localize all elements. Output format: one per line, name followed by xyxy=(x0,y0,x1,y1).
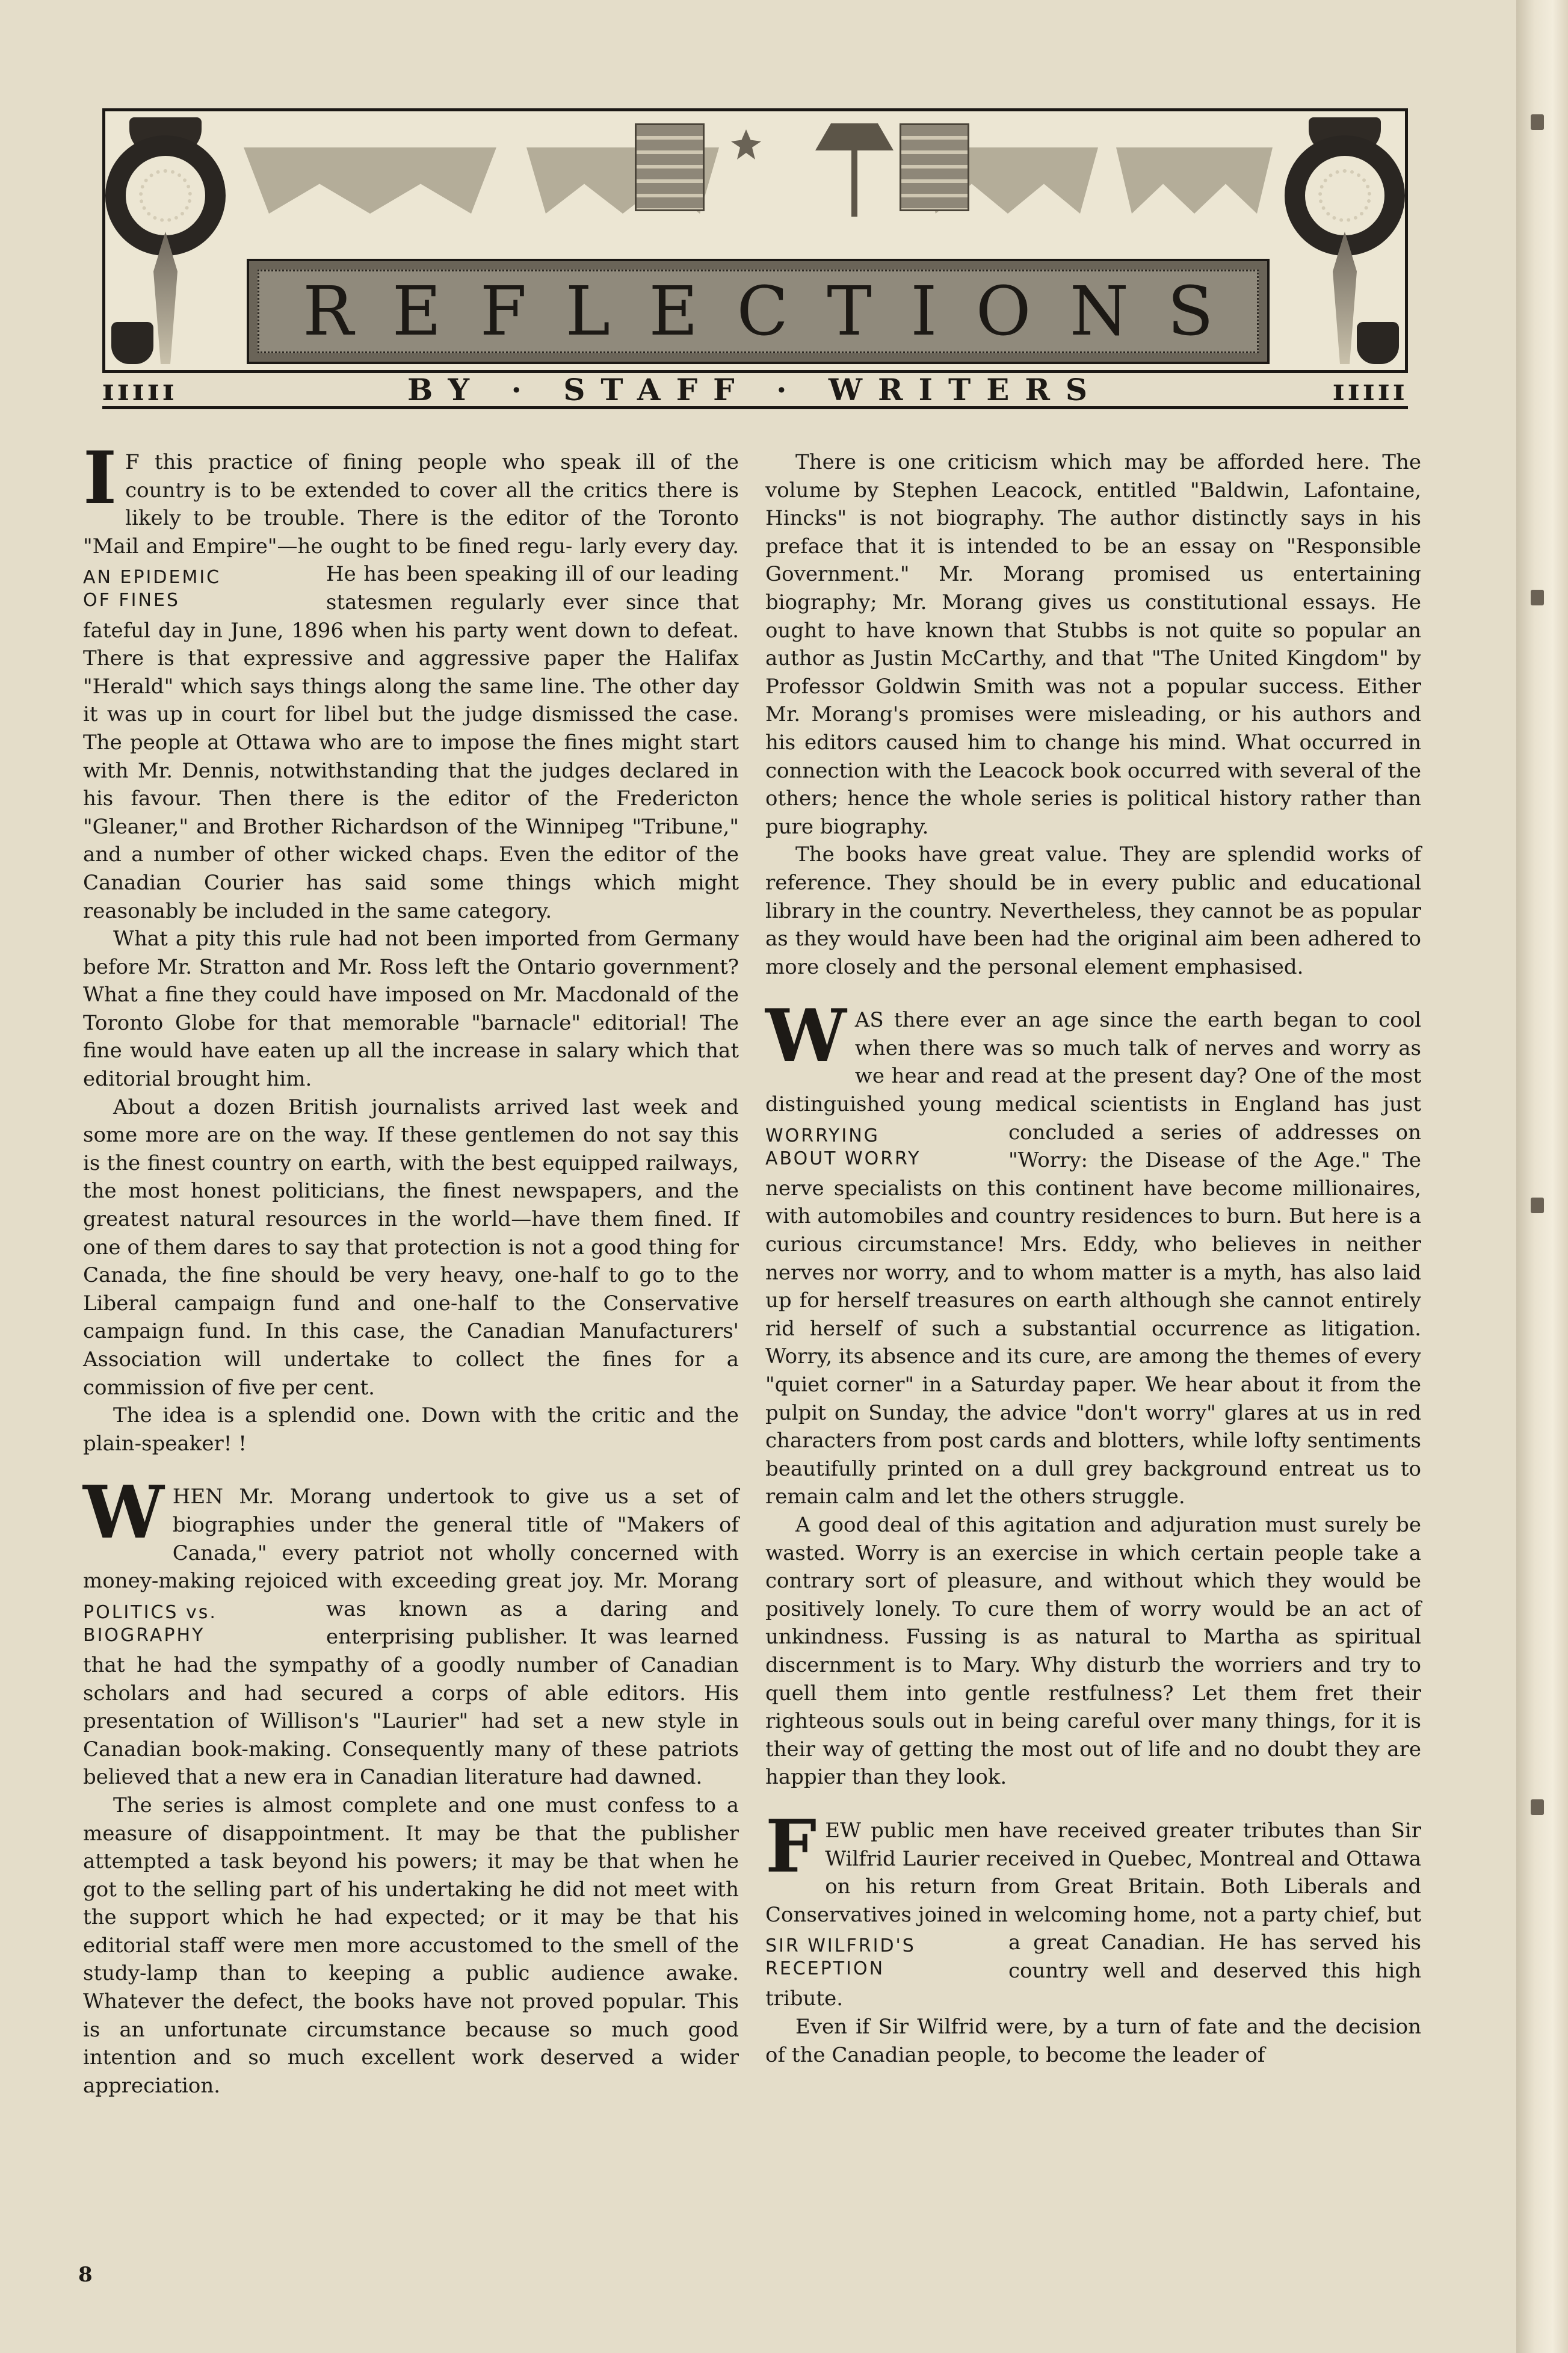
lamp-stem xyxy=(851,150,857,217)
right-column xyxy=(765,448,1421,2069)
drop-cap: W xyxy=(765,994,847,1079)
drop-cap: F xyxy=(765,1804,817,1889)
section-heading xyxy=(83,566,312,612)
page-edge xyxy=(1516,0,1568,2353)
section-heading-line: WORRYING xyxy=(765,1125,880,1146)
title-letter: R xyxy=(303,272,354,351)
drape-right xyxy=(1116,147,1273,214)
article-paragraph xyxy=(765,1804,1421,2013)
article-paragraph: About a dozen British journalists arrived last week and some more are on the way. If these gentlemen do not say this is the finest country on earth, with the best equipped railways, the most honest politicians, the finest newspapers, and the greatest natural resources in the world—have them fined. If one of them dares to say that protection is not a good thing for Canada, the fine should be very heavy, one-half to go to the Liberal campaign fund and one-half to the Conservative campaign fund. In this case, the Canadian Manufacturers' Association will undertake to collect the fines for a commission of five per cent. xyxy=(83,1095,739,1400)
section-heading-line: SIR WILFRID'S xyxy=(765,1935,916,1957)
title-letter: L xyxy=(565,272,611,351)
byline: BY · STAFF · WRITERS xyxy=(407,372,1103,407)
binding-clip xyxy=(1531,114,1544,130)
section-divider xyxy=(83,1458,739,1483)
section-divider xyxy=(765,981,1421,1006)
section-divider xyxy=(765,1792,1421,1817)
article-paragraph xyxy=(765,994,1421,1511)
title-letter: E xyxy=(649,272,699,351)
title-letter: F xyxy=(480,272,527,351)
right-pot-icon xyxy=(1357,322,1399,364)
binding-clip xyxy=(1531,1799,1544,1815)
left-pot-icon xyxy=(111,322,153,364)
paragraph-text: not a party chief, but a great Canadian. He has served his country well and deserved this high tribute. xyxy=(765,1902,1421,2011)
article-paragraph: A good deal of this agitation and adjuration must surely be wasted. Worry is an exercise in which certain people take a contrary sort of pleasure, and without which they would be positively lonely. To cure them of worry would be an act of unkindness. Fussing is as natural to Martha as spiritual discernment is to Mary. Why disturb the worriers and try to quell them into gentle restfulness? Let them fret their righteous souls out in being careful over many things, for it is their way of getting the most out of life and no doubt they are happier than they look. xyxy=(765,1512,1421,1790)
title-letter: O xyxy=(975,272,1031,351)
section-heading xyxy=(765,1935,994,1980)
section-heading-line: AN EPIDEMIC xyxy=(83,567,221,589)
lamp-icon xyxy=(815,123,894,150)
article-paragraph: Even if Sir Wilfrid were, by a turn of fate and the decision of the Canadian people, to become the leader of xyxy=(765,2015,1421,2067)
page-title xyxy=(259,273,1257,351)
books-icon xyxy=(635,123,705,211)
paragraph-text: AS there ever an age since the earth began to cool when there was so much talk of nerves and worry as we hear and read at the present day? One of the most distinguished young medical scientists in xyxy=(765,1008,1421,1117)
section-heading-line: OF FINES xyxy=(83,590,180,611)
maple-leaf-icon xyxy=(731,129,761,159)
drop-cap: I xyxy=(83,436,117,521)
title-panel xyxy=(247,259,1270,364)
paragraph-text: larly every day. He has been speaking ill of our leading statesmen regularly ever since that fateful day in June, 1896 when his party went down to defeat. There is that expressive and aggressive paper the Halifax "Herald" which says things along the same line. The other day it was up in court for libel but the judge dismissed the case. The people at Ottawa who are to impose the fines might start with Mr. Dennis, notwithstanding that the judges declared in his favour. Then there is the editor of the Fredericton "Gleaner," and Brother Richardson of the Winnipeg "Tribune," and a number of other wicked chaps. Even the editor of the Canadian Courier has said some things which might reasonably be included in the same category. xyxy=(83,534,739,923)
byline-bar xyxy=(102,373,1408,409)
binding-clip xyxy=(1531,1198,1544,1213)
paragraph-text: F this practice of fining people who speak ill of the country is to be extended to cover all the critics there is likely to be trouble. There is the editor of the Toronto "Mail and Empire"—he ought to be fined regu- xyxy=(83,450,739,558)
section-heading-line: ABOUT WORRY xyxy=(765,1148,921,1169)
article-paragraph: There is one criticism which may be afforded here. The volume by Stephen Leacock, entitled "Baldwin, Lafontaine, Hincks" is not biography. The author distinctly says in his preface that it is intended to be an essay on "Responsible Government." Mr. Morang promised us entertaining biography; Mr. Morang gives us constitutional essays. He ought to have known that Stubbs is not quite so popular an author as Justin McCarthy, and that "The United Kingdom" by Professor Goldwin Smith was not a popular success. Either Mr. Morang's promises were misleading, or his authors and his editors caused him to change his mind. What occurred in connection with the Leacock book occurred with several of the others; hence the whole series is political history rather than pure biography. xyxy=(765,450,1421,839)
reflections-banner xyxy=(102,108,1408,407)
article-paragraph xyxy=(83,436,739,925)
article-sir-wilfrids-reception xyxy=(765,1804,1421,2069)
article-paragraph: What a pity this rule had not been imported from Germany before Mr. Stratton and Mr. Ross left the Ontario government? What a fine they could have imposed on Mr. Macdonald of the Toronto Globe for that memorable "barnacle" editorial! The fine would have eaten up all the increase in salary which that editorial brought him. xyxy=(83,927,739,1092)
paragraph-text: EW public men have received greater tributes than Sir Wilfrid Laurier received in Quebec, Montreal and Ottawa on his return from Great Britain. Both Liberals and Conservatives joined in welcoming home, xyxy=(765,1818,1421,1927)
article-paragraph: The series is almost complete and one must confess to a measure of disappointment. It may be that the publisher attempted a task beyond his powers; it may be that when he got to the selling part of his undertaking he did not meet with the support which he had expected; or it may be that his editorial staff were men more accustomed to the smell of the study-lamp than to keeping a public audience awake. Whatever the defect, the books have not proved popular. This is an unfortunate circumstance because so much good intention and so much excellent work deserved a wider appreciation. xyxy=(83,1793,739,2098)
drape-left xyxy=(244,147,496,214)
paragraph-text: England has just concluded a series of addresses on "Worry: the Disease of the Age." The nerve specialists on this continent have become millionaires, with automobiles and country residences to burn. But here is a curious circumstance! Mrs. Eddy, who believes in neither nerves nor worry, and to whom matter is a myth, has also laid up for herself treasures on earth although she cannot entirely rid herself of such a substantial occurrence as litigation. Worry, its absence and its cure, are among the themes of every "quiet corner" in a Saturday paper. We hear about it from the pulpit on Sunday, the advice "don't worry" glares at us in red characters from post cards and blotters, while lofty sentiments beautifully printed on a dull grey background entreat us to remain calm and let the others struggle. xyxy=(765,1092,1421,1509)
article-epidemic-of-fines xyxy=(83,436,739,1458)
section-heading-line: POLITICS vs. xyxy=(83,1601,217,1623)
title-letter: N xyxy=(1069,272,1129,351)
section-heading xyxy=(83,1601,312,1647)
left-column xyxy=(83,436,739,2100)
byline-ornament-left: ɪɪɪɪɪ xyxy=(102,372,177,407)
paragraph-text: Morang was known as a daring and enterprising publisher. It was learned that he had the sympathy of a goodly number of Canadian scholars and had secured a corps of able editors. His presentation of Willison's "Laurier" had set a new style in Canadian book-making. Consequently many of these patriots believed that a new era in Canadian literature had dawned. xyxy=(83,1569,739,1790)
books-icon xyxy=(900,123,969,211)
article-paragraph: The books have great value. They are splendid works of reference. They should be in every public and educational library in the country. Nevertheless, they cannot be as popular as they would have been had the original aim been adhered to more closely and the personal element emphasised. xyxy=(765,843,1421,979)
title-letter: T xyxy=(827,272,872,351)
byline-ornament-right: ɪɪɪɪɪ xyxy=(1333,372,1408,407)
paragraph-text: HEN Mr. Morang undertook to give us a set of biographies under the general title of "Makers of Canada," every patriot not wholly concerned with money-making rejoiced with exceeding great joy. Mr. xyxy=(83,1485,739,1594)
section-heading-line: BIOGRAPHY xyxy=(83,1624,205,1646)
binding-clip xyxy=(1531,590,1544,605)
section-heading-line: RECEPTION xyxy=(765,1958,885,1980)
page-number: 8 xyxy=(78,2263,93,2287)
article-worrying-about-worry xyxy=(765,994,1421,1792)
article-politics-vs-biography xyxy=(83,1470,739,2100)
title-letter: C xyxy=(736,272,789,351)
section-heading xyxy=(765,1125,994,1170)
title-letter: S xyxy=(1167,272,1214,351)
banner-frame xyxy=(102,108,1408,373)
title-letter: E xyxy=(392,272,442,351)
article-paragraph xyxy=(83,1470,739,1792)
title-inner xyxy=(258,270,1259,353)
article-paragraph: The idea is a splendid one. Down with the critic and the plain-speaker! ! xyxy=(83,1403,739,1456)
title-letter: I xyxy=(910,272,937,351)
drop-cap: W xyxy=(83,1470,164,1556)
